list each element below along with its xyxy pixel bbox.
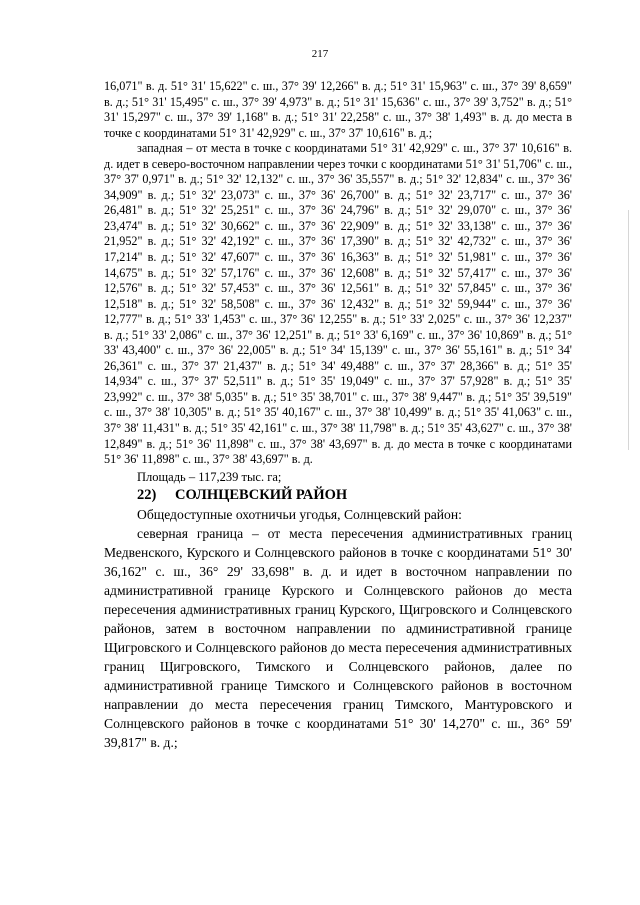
area-statement: Площадь – 117,239 тыс. га; [137, 469, 282, 484]
section-title: СОЛНЦЕВСКИЙ РАЙОН [175, 486, 348, 503]
paragraph-coordinates-continuation: 16,071" в. д. 51° 31' 15,622" с. ш., 37° 39' 12,266" в. д.; 51° 31' 15,963" с. ш., 37° 39' 8,659" в. д.; 51° 31' 15,495" с. ш., 37° 39' 4,973" в. д.; 51° 31' 15,636" с. ш., 37° 39' 3,752" в. д.; 51° 31' 15,297" с. ш., 37° 39' 1,168" в. д.; 51° 31' 22,258" с. ш., 37° 38' 1,493" в. д. до места в точке с координатами 51° 31' 42,929" с. ш., 37° 37' 10,616" в. д.; [104, 79, 572, 140]
scan-margin-line [628, 210, 629, 450]
section-number: 22) [137, 486, 157, 503]
paragraph-northern-boundary: северная граница – от места пересечения административных границ Медвенского, Курского и Солнцевского районов в точке с координатами 51° 30' 36,162" с. ш., 36° 29' 33,698" в. д. и идет в восточном направлении по административной границе Курского и Солнцевского районов до места пересечения административных границ Курского, Щигровского и Солнцевского районов, затем в восточном направлении по административной границе Щигровского и Солнцевского районов до места пересечения административных границ Щигровского, Тимского и Солнцевского районов, далее по административной границе Тимского и Солнцевского районов в восточном направлении до места пересечения границ Тимского, Мантуровского и Солнцевского районов в точке с координатами 51° 30' 14,270" с. ш., 36° 59' 39,817" в. д.; [104, 525, 572, 751]
paragraph-hunting-grounds: Общедоступные охотничьи угодья, Солнцевский район: [137, 506, 462, 522]
page-number: 217 [311, 48, 329, 60]
paragraph-western-boundary: западная – от места в точке с координатами 51° 31' 42,929" с. ш., 37° 37' 10,616" в. д. идет в северо-восточном направлении через точки с координатами 51° 31' 51,706" с. ш., 37° 37' 0,971" в. д.; 51° 32' 12,132" с. ш., 37° 36' 35,557" в. д.; 51° 32' 12,834" с. ш., 37° 36' 34,909" в. д.; 51° 32' 23,073" с. ш., 37° 36' 26,700" в. д.; 51° 32' 23,717" с. ш., 37° 36' 26,481" в. д.; 51° 32' 25,251" с. ш., 37° 36' 24,796" в. д.; 51° 32' 29,070" с. ш., 37° 36' 23,474" в. д.; 51° 32' 30,662" с. ш., 37° 36' 22,909" в. д.; 51° 32' 33,138" с. ш., 37° 36' 21,952" в. д.; 51° 32' 42,192" с. ш., 37° 36' 17,390" в. д.; 51° 32' 42,732" с. ш., 37° 36' 17,214" в. д.; 51° 32' 47,607" с. ш., 37° 36' 16,363" в. д.; 51° 32' 51,981" с. ш., 37° 36' 14,675" в. д.; 51° 32' 57,176" с. ш., 37° 36' 12,608" в. д.; 51° 32' 57,417" с. ш., 37° 36' 12,576" в. д.; 51° 32' 57,453" с. ш., 37° 36' 12,561" в. д.; 51° 32' 57,845" с. ш., 37° 36' 12,518" в. д.; 51° 32' 58,508" с. ш., 37° 36' 12,432" в. д.; 51° 32' 59,944" с. ш., 37° 36' 12,777" в. д.; 51° 33' 1,453" с. ш., 37° 36' 12,255" в. д.; 51° 33' 2,025" с. ш., 37° 36' 12,237" в. д.; 51° 33' 2,086" с. ш., 37° 36' 12,251" в. д.; 51° 33' 6,169" с. ш., 37° 36' 10,869" в. д.; 51° 33' 43,400" с. ш., 37° 36' 22,005" в. д.; 51° 34' 15,139" с. ш., 37° 36' 55,161" в. д.; 51° 34' 26,361" с. ш., 37° 37' 21,437" в. д.; 51° 34' 49,488" с. ш., 37° 37' 28,366" в. д.; 51° 35' 14,934" с. ш., 37° 37' 52,511" в. д.; 51° 35' 19,049" с. ш., 37° 37' 57,928" в. д.; 51° 35' 23,992" с. ш., 37° 38' 5,035" в. д.; 51° 35' 38,701" с. ш., 37° 38' 9,447" в. д.; 51° 35' 39,519" с. ш., 37° 38' 10,305" в. д.; 51° 35' 40,167" с. ш., 37° 38' 10,499" в. д.; 51° 35' 41,063" с. ш., 37° 38' 11,431" в. д.; 51° 35' 42,161" с. ш., 37° 38' 11,798" в. д.; 51° 35' 43,627" с. ш., 37° 38' 12,849" в. д.; 51° 36' 11,898" с. ш., 37° 38' 43,697" в. д. до места в точке с координатами 51° 36' 11,898" с. ш., 37° 38' 43,697" в. д. [104, 141, 572, 467]
document-body [104, 79, 572, 752]
section-heading [104, 486, 572, 505]
